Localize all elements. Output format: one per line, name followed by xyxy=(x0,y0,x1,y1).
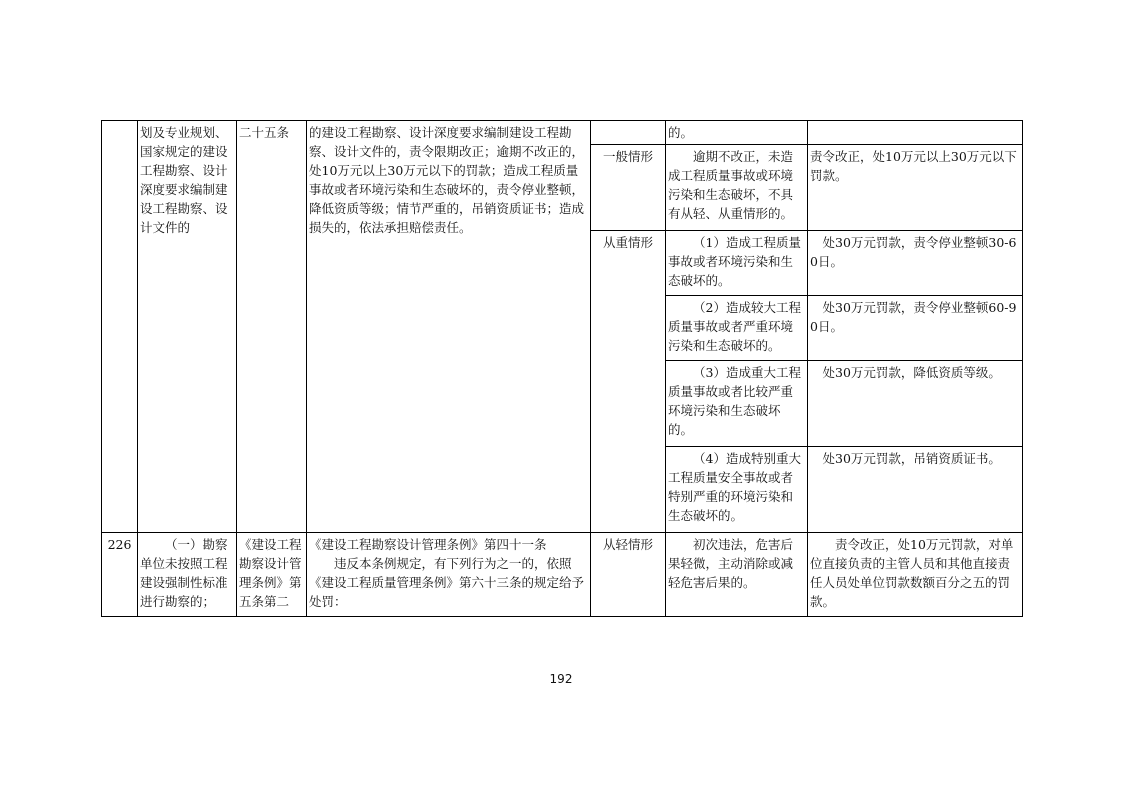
standard-cell: 责令改正，处10万元以上30万元以下罚款。 xyxy=(808,145,1023,231)
situation-cell: 逾期不改正，未造成工程质量事故或环境污染和生态破坏，不具有从轻、从重情形的。 xyxy=(666,145,808,231)
legal-basis-cell: 二十五条 xyxy=(237,121,307,533)
situation-cell: 的。 xyxy=(666,121,808,145)
standard-cell: 处30万元罚款，吊销资质证书。 xyxy=(808,447,1023,533)
standard-cell: 责令改正，处10万元罚款，对单位直接负责的主管人员和其他直接责任人员处单位罚款数额百分之五的罚款。 xyxy=(808,533,1023,617)
standard-cell xyxy=(808,121,1023,145)
situation-cell: （1）造成工程质量事故或者环境污染和生态破坏的。 xyxy=(666,231,808,296)
situation-cell: （4）造成特别重大工程质量安全事故或者特别严重的环境污染和生态破坏的。 xyxy=(666,447,808,533)
circumstance-cell: 从重情形 xyxy=(591,231,666,533)
situation-cell: （2）造成较大工程质量事故或者严重环境污染和生态破坏的。 xyxy=(666,296,808,361)
page-number: 192 xyxy=(549,672,573,686)
item-number-cell: 226 xyxy=(102,533,138,617)
circumstance-cell xyxy=(591,121,666,145)
table-row xyxy=(102,121,1023,145)
penalty-standard-table xyxy=(101,120,1023,617)
situation-cell: 初次违法，危害后果轻微，主动消除或减轻危害后果的。 xyxy=(666,533,808,617)
penalty-provision-cell xyxy=(307,533,591,617)
item-number-cell xyxy=(102,121,138,533)
violation-behavior-cell: 划及专业规划、国家规定的建设工程勘察、设计深度要求编制建设工程勘察、设计文件的 xyxy=(138,121,237,533)
penalty-provision-title: 《建设工程勘察设计管理条例》第四十一条 xyxy=(309,537,547,552)
circumstance-cell: 一般情形 xyxy=(591,145,666,231)
situation-cell: （3）造成重大工程质量事故或者比较严重环境污染和生态破坏的。 xyxy=(666,361,808,447)
penalty-provision-cell: 的建设工程勘察、设计深度要求编制建设工程勘察、设计文件的，责令限期改正；逾期不改正的，处10万元以上30万元以下的罚款；造成工程质量事故或者环境污染和生态破坏的，责令停业整顿，降低资质等级；情节严重的，吊销资质证书；造成损失的，依法承担赔偿责任。 xyxy=(307,121,591,533)
table-row xyxy=(102,533,1023,617)
standard-cell: 处30万元罚款，降低资质等级。 xyxy=(808,361,1023,447)
penalty-provision-text: 违反本条例规定，有下列行为之一的，依照《建设工程质量管理条例》第六十三条的规定给予处罚： xyxy=(309,556,585,609)
legal-basis-cell: 《建设工程勘察设计管理条例》第五条第二 xyxy=(237,533,307,617)
circumstance-cell: 从轻情形 xyxy=(591,533,666,617)
violation-behavior-cell: （一）勘察单位未按照工程建设强制性标准进行勘察的； xyxy=(138,533,237,617)
standard-cell: 处30万元罚款，责令停业整顿60-90日。 xyxy=(808,296,1023,361)
standard-cell: 处30万元罚款，责令停业整顿30-60日。 xyxy=(808,231,1023,296)
